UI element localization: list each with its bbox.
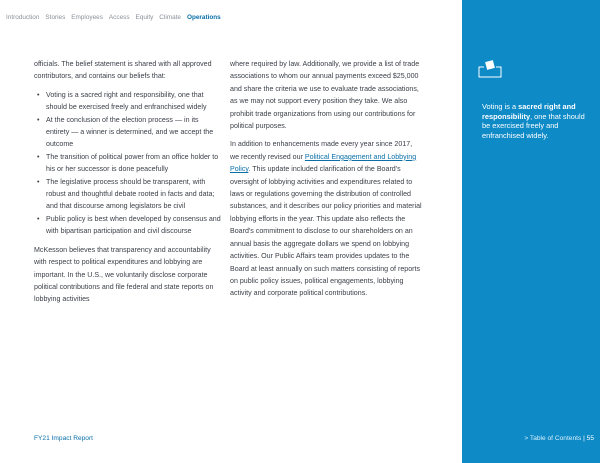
nav-item-equity[interactable]: Equity (135, 14, 154, 21)
nav-item-operations[interactable]: Operations (186, 14, 221, 21)
table-of-contents-link[interactable]: > Table of Contents (524, 435, 582, 442)
nav-item-introduction[interactable]: Introduction (6, 14, 40, 21)
belief-list (34, 89, 222, 238)
trade-association-paragraph: where required by law. Additionally, we provide a list of trade associations to whom our annual payments exceed $25,000 and share the criteria we use to evaluate trade associations, as we may not support every position they take. We also prohibit trade organizations from using our contributions for political purposes. (230, 60, 420, 131)
left-column (34, 58, 222, 306)
quote-pre: Voting is a (482, 102, 519, 111)
footer-nav (480, 435, 594, 442)
transparency-paragraph: McKesson believes that transparency and accountability with respect to political expenditures and lobbying are important. In the U.S., we voluntarily disclose corporate political contributions and file federal and state reports on lobbying activities (34, 245, 214, 304)
nav-item-access[interactable]: Access (108, 14, 130, 21)
belief-item: • Public policy is best when developed by consensus and with bipartisan participation and civil discourse (34, 213, 222, 238)
footer-separator: | (583, 435, 585, 442)
page-number: 55 (586, 435, 594, 442)
nav-item-climate[interactable]: Climate (159, 14, 181, 21)
top-navigation (6, 14, 221, 21)
nav-item-stories[interactable]: Stories (45, 14, 66, 21)
sidebar-quote (482, 102, 592, 140)
belief-intro: officials. The belief statement is shared with all approved contributors, and contains our beliefs that: (34, 60, 212, 81)
belief-item: • At the conclusion of the election process — in its entirety — a winner is determined, and we accept the outcome (34, 114, 222, 151)
quote-post: , one that should be exercised freely and enfranchised widely. (482, 111, 585, 140)
belief-item: • Voting is a sacred right and responsibility, one that should be exercised freely and enfranchised widely (34, 89, 222, 114)
policy-text-before: In addition to enhancements made every year since 2017, we recently revised our (230, 140, 413, 161)
policy-paragraph (230, 138, 422, 299)
policy-text-after: . This update included clarification of the Board's oversight of lobbying activities and expenditures related to laws or regulations governing the distribution of controlled substances, and it describes our policy priorities and material lobbying efforts in the year. This update also reflects the Board's commitment to disclose to our shareholders on an annual basis the aggregate dollars we spend on lobbying activities. Our Public Affairs team provides updates to the Board at least annually on such matters consisting of reports on public policy issues, political engagements, lobbying activity and corporate political contributions. (230, 165, 422, 298)
ballot-box-icon (478, 60, 502, 78)
right-column (230, 58, 422, 300)
belief-item: • The legislative process should be transparent, with robust and thoughtful debate rooted in facts and data; and that discourse among legislators be civil (34, 176, 222, 213)
policy-link[interactable]: Political Engagement and Lobbying Policy (230, 152, 417, 174)
nav-item-employees[interactable]: Employees (71, 14, 103, 21)
belief-item: • The transition of political power from an office holder to his or her successor is done peacefully (34, 151, 222, 176)
report-title: FY21 Impact Report (34, 435, 94, 442)
quote-bold: sacred right and responsibility (482, 102, 576, 121)
